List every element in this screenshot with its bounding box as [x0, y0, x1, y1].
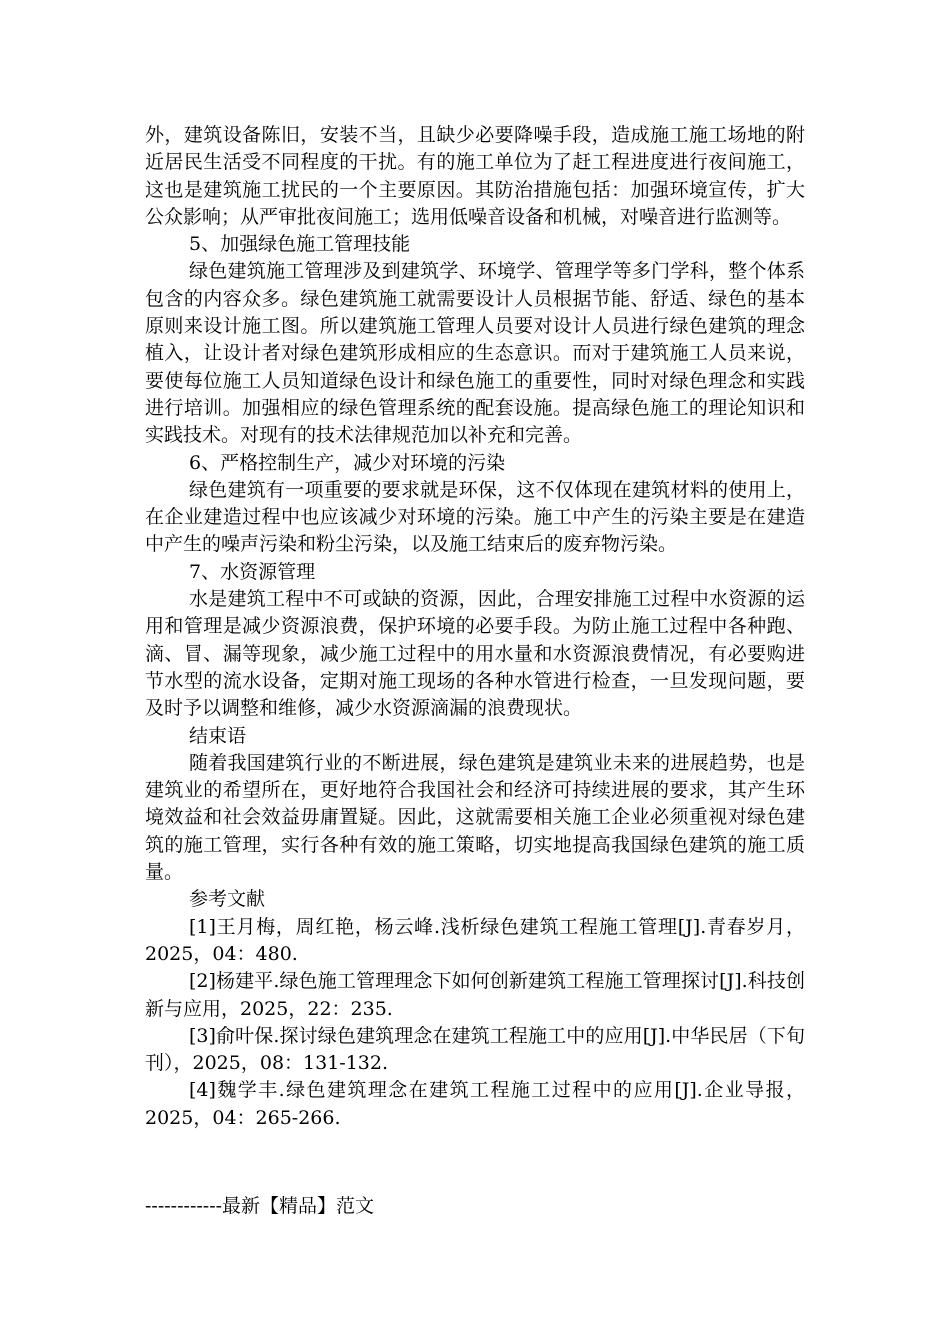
paragraph-water-management: 水是建筑工程中不可或缺的资源，因此，合理安排施工过程中水资源的运用和管理是减少资源浪费，保护环境的必要手段。为防止施工过程中各种跑、滴、冒、漏等现象，减少施工过程中的用水量和水资源浪费情况，有必要购进节水型的流水设备，定期对施工现场的各种水管进行检查，一旦发现问题，要及时予以调整和维修，减少水资源滴漏的浪费现状。 [145, 588, 805, 720]
page-footer: ------------最新【精品】范文 [145, 1195, 375, 1217]
heading-water-management: 7、水资源管理 [189, 560, 316, 583]
heading-references: 参考文献 [189, 888, 266, 911]
reference-item: [1]王月梅，周红艳，杨云峰.浅析绿色建筑工程施工管理[J].青春岁月，2025，04：480. [145, 915, 805, 965]
heading-pollution-control: 6、严格控制生产，减少对环境的污染 [189, 451, 506, 474]
reference-item: [2]杨建平.绿色施工管理理念下如何创新建筑工程施工管理探讨[J].科技创新与应用，2025，22：235. [145, 970, 805, 1020]
heading-green-management-skills: 5、加强绿色施工管理技能 [189, 233, 411, 256]
document-body [145, 122, 805, 1132]
reference-item: [4]魏学丰.绿色建筑理念在建筑工程施工过程中的应用[J].企业导报，2025，04：265-266. [145, 1079, 805, 1129]
paragraph-conclusion: 随着我国建筑行业的不断进展，绿色建筑是建筑业未来的进展趋势，也是建筑业的希望所在，更好地符合我国社会和经济可持续进展的要求，其产生环境效益和社会效益毋庸置疑。因此，这就需要相关施工企业必须重视对绿色建筑的施工管理，实行各种有效的施工策略，切实地提高我国绿色建筑的施工质量。 [145, 751, 805, 884]
heading-conclusion: 结束语 [189, 724, 247, 747]
paragraph-green-management-skills: 绿色建筑施工管理涉及到建筑学、环境学、管理学等多门学科，整个体系包含的内容众多。绿色建筑施工就需要设计人员根据节能、舒适、绿色的基本原则来设计施工图。所以建筑施工管理人员要对设计人员进行绿色建筑的理念植入，让设计者对绿色建筑形成相应的生态意识。而对于建筑施工人员来说，要使每位施工人员知道绿色设计和绿色施工的重要性，同时对绿色理念和实践进行培训。加强相应的绿色管理系统的配套设施。提高绿色施工的理论知识和实践技术。对现有的技术法律规范加以补充和完善。 [145, 260, 805, 447]
reference-item: [3]俞叶保.探讨绿色建筑理念在建筑工程施工中的应用[J].中华民居（下旬刊），2025，08：131-132. [145, 1024, 805, 1075]
paragraph-noise-control-continued: 外，建筑设备陈旧，安装不当，且缺少必要降噪手段，造成施工施工场地的附近居民生活受不同程度的干扰。有的施工单位为了赶工程进度进行夜间施工，这也是建筑施工扰民的一个主要原因。其防治措施包括：加强环境宣传，扩大公众影响；从严审批夜间施工；选用低噪音设备和机械，对噪音进行监测等。 [145, 124, 805, 228]
paragraph-pollution-control: 绿色建筑有一项重要的要求就是环保，这不仅体现在建筑材料的使用上，在企业建造过程中也应该减少对环境的污染。施工中产生的污染主要是在建造中产生的噪声污染和粉尘污染，以及施工结束后的废弃物污染。 [145, 478, 805, 556]
